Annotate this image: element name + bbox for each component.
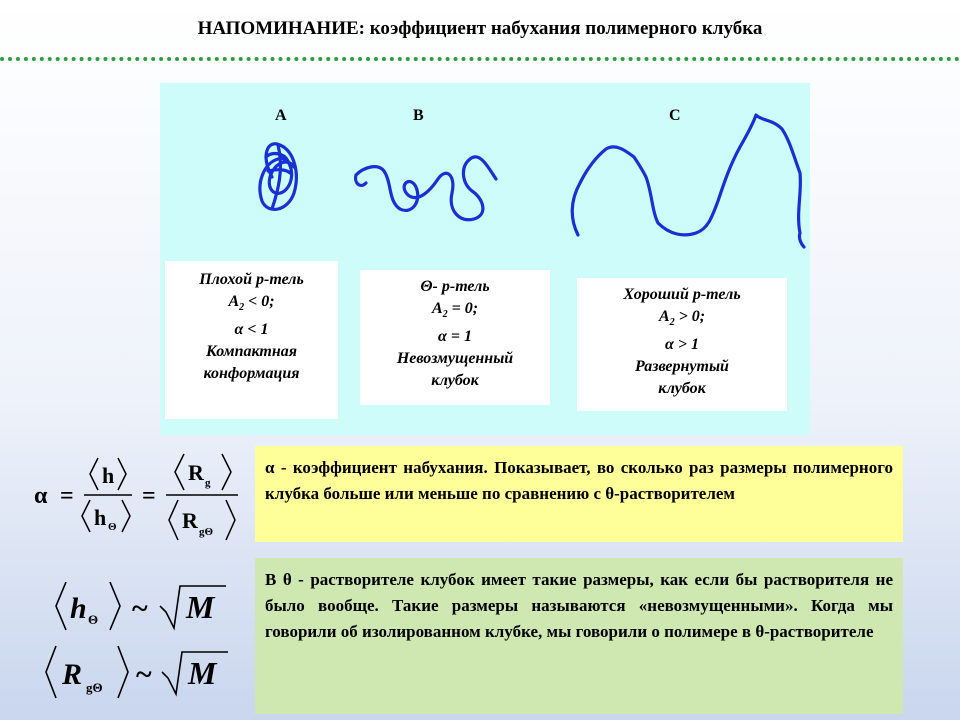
theta-solvent-box <box>255 558 903 714</box>
coil-a-line1: Плохой р-тель <box>199 271 304 288</box>
coil-a-label: A <box>275 107 287 124</box>
coil-b-line1: Θ- р-тель <box>420 278 490 295</box>
formula-rg-theta: R <box>182 508 198 533</box>
coil-c-description <box>577 278 787 411</box>
formula-rg-sub: g <box>205 477 211 489</box>
coil-b-label: B <box>413 107 424 124</box>
scaling-h-sub: Θ <box>88 612 99 627</box>
coil-b-chain <box>356 157 496 220</box>
coil-a-chain <box>260 144 296 210</box>
scaling-h: h <box>70 592 87 625</box>
formula-rg: R <box>188 460 204 485</box>
theta-solvent-text: В θ - растворителе клубок имеет такие размеры, как если бы растворителя не было вообще. Такие размеры называются «невозмущенными». Когда мы говорили об изолированном клубке, мы говорили о полимере в θ-растворителе <box>265 570 893 641</box>
title-lead: НАПОМИНАНИЕ: <box>197 18 365 39</box>
coil-c-chain <box>572 115 804 247</box>
scaling-m-1: M <box>186 589 215 625</box>
formula-h-theta: h <box>94 505 107 530</box>
formula-eq1: = <box>60 483 74 509</box>
coil-a-line5: конформация <box>203 365 300 383</box>
coil-a-line3: α < 1 <box>234 321 269 339</box>
scaling-r-sub: gΘ <box>86 680 103 695</box>
coil-c-label: C <box>669 107 681 124</box>
coil-b-line3: α = 1 <box>438 328 472 346</box>
formula-rg-theta-sub: gΘ <box>199 526 214 538</box>
formula-eq2: = <box>142 483 156 509</box>
coil-b-line2: $A_2 = 0$; <box>431 300 479 321</box>
coil-c-line5: клубок <box>658 380 706 398</box>
coil-c-line3: α > 1 <box>665 336 699 354</box>
coil-b-line5: клубок <box>431 372 479 390</box>
scaling-formulas <box>0 0 250 720</box>
coil-c-line4: Развернутый <box>635 358 729 376</box>
coil-a-line2: $A_2 < 0$; <box>228 293 275 314</box>
scaling-sim-1: ~ <box>132 592 148 625</box>
formula-h: h <box>102 463 115 488</box>
coil-b-line4: Невозмущенный <box>396 350 514 368</box>
scaling-sim-2: ~ <box>136 658 152 691</box>
coil-a-line4: Компактная <box>206 343 297 361</box>
coil-panel <box>160 83 810 435</box>
formula-alpha: α <box>34 483 48 509</box>
swelling-definition-box <box>255 446 903 542</box>
coil-c-line1: Хороший р-тель <box>623 286 741 303</box>
scaling-r: R <box>62 658 83 691</box>
swelling-definition-text: α - коэффициент набухания. Показывает, во сколько раз размеры полимерного клубка больше или меньше по сравнению с θ-растворителем <box>265 458 893 503</box>
coil-b-description <box>360 270 550 405</box>
title-rest: коэффициент набухания полимерного клубка <box>364 18 763 39</box>
coil-c-line2: $A_2 > 0$; <box>658 308 706 329</box>
scaling-m-2: M <box>188 655 217 691</box>
formula-h-theta-sub: Θ <box>108 521 117 533</box>
